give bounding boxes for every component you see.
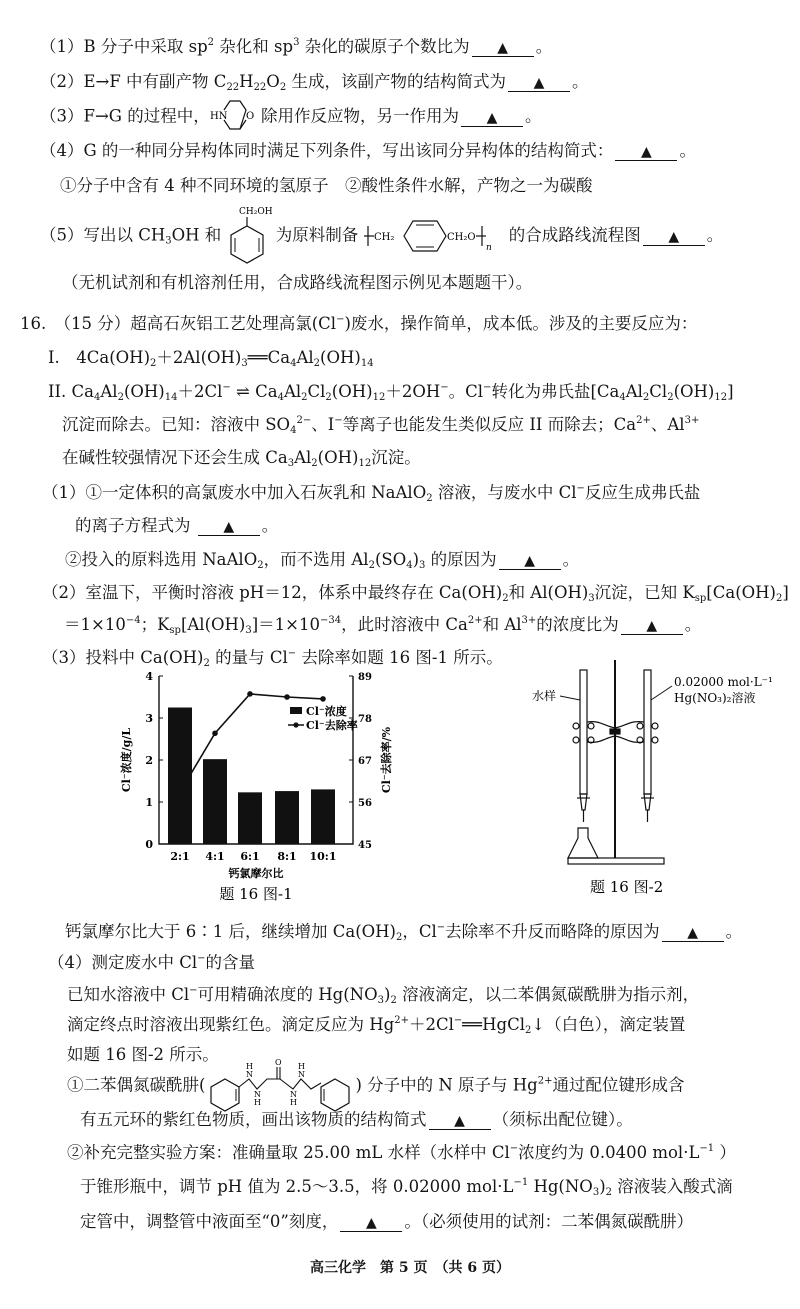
q16-text-1: [62, 414, 699, 436]
text-segment: 。: [524, 106, 542, 126]
text-segment: （2）室温下，平衡时溶液 pH＝12，体系中最终存在 Ca(OH): [42, 583, 503, 602]
text-segment: ）: [714, 1143, 736, 1162]
subscript: 2: [426, 493, 433, 504]
y-tick-label: 4: [145, 670, 153, 683]
q16-part4-sub1-line2: [80, 1109, 633, 1131]
text-segment: ): [384, 985, 391, 1004]
label-leader-line: [651, 686, 672, 700]
text-segment: ＋2Al(OH): [156, 348, 242, 367]
subscript: sp: [169, 625, 181, 636]
benzyl-structure-inline: [227, 204, 271, 268]
text-segment: 和 Al: [482, 615, 522, 634]
text-segment: ①二苯偶氮碳酰肼(: [67, 1075, 206, 1095]
text-segment: 的量与 Cl: [209, 648, 288, 667]
answer-blank: ▲: [615, 144, 677, 161]
text-segment: Hg(NO: [528, 1177, 593, 1196]
subscript: 4: [94, 392, 101, 403]
y-tick-label: 0: [145, 838, 153, 851]
text-segment: ①分子中含有 4 种不同环境的氢原子 ②酸性条件水解，产物之一为碳酸: [60, 176, 593, 195]
y-right-tick-label: 56: [358, 798, 372, 809]
supscript: 3: [293, 37, 300, 48]
subscript: 12: [358, 458, 372, 469]
subscript: 3: [287, 458, 295, 469]
text-segment: 。: [725, 922, 743, 941]
text-segment: 已知水溶液中 Cl: [67, 985, 190, 1004]
q16-part4-sub2-line2: [80, 1176, 733, 1198]
label-water-sample: 水样: [532, 689, 557, 703]
answer-blank: ▲: [643, 229, 705, 246]
y-tick-label: 1: [145, 796, 153, 809]
polymer-structure-inline: [364, 216, 504, 256]
x-tick-label: 10:1: [309, 850, 337, 863]
supscript: −4: [125, 615, 141, 626]
subscript: 3: [377, 995, 385, 1006]
text-segment: 和 Al(OH): [508, 583, 589, 602]
q15-line-2: [40, 71, 588, 93]
subscript: 2: [667, 392, 674, 403]
subscript: sp: [694, 593, 707, 604]
n-label: n: [485, 243, 492, 253]
page-footer: 高三化学 第 5 页 （共 6 页）: [310, 1260, 510, 1276]
q15-line-4: [40, 140, 696, 162]
text-segment: ⇌ Ca: [230, 382, 278, 401]
y-right-axis-title: Cl⁻去除率/%: [380, 726, 393, 794]
subscript: 3: [419, 560, 426, 571]
subscript: 2: [257, 560, 264, 571]
answer-blank: ▲: [461, 110, 523, 127]
text-segment: Al: [294, 448, 312, 467]
chloride-chart: [100, 665, 400, 905]
text-segment: 滴定终点时溶液出现紫红色。滴定反应为 Hg: [67, 1015, 395, 1034]
text-segment: ＋2Cl: [177, 382, 223, 401]
text-segment: 钙氯摩尔比大于 6∶1 后，继续增加 Ca(OH): [65, 922, 396, 941]
text-segment: ): [599, 1177, 606, 1196]
text-segment: II. Ca: [48, 382, 94, 401]
x-tick-label: 2:1: [170, 850, 190, 863]
subscript: 2: [150, 358, 157, 369]
subscript: 3: [588, 593, 595, 604]
text-segment: 。: [684, 615, 702, 634]
q15-line-5: [40, 204, 723, 268]
conical-flask-icon: [568, 828, 598, 858]
answer-blank: ▲: [198, 519, 260, 536]
text-segment: [Al(OH): [180, 615, 246, 634]
subscript: 12: [372, 392, 386, 403]
supscript: −: [440, 382, 449, 393]
ch2-label: CH₂: [373, 232, 394, 243]
text-segment: 16. （15 分）超高石灰铝工艺处理高氯(Cl: [20, 314, 337, 333]
q16-header: [20, 313, 697, 335]
text-segment: ；K: [140, 615, 170, 634]
text-segment: 在碱性较强情况下还会生成 Ca: [62, 448, 288, 467]
y-right-tick-label: 78: [358, 714, 372, 725]
subscript: 4: [290, 425, 297, 436]
legend-line-label: Cl⁻去除率: [306, 719, 358, 732]
text-segment: 有五元环的紫红色物质，画出该物质的结构简式: [80, 1110, 427, 1129]
subscript: 2: [203, 658, 210, 669]
n-label: N: [246, 1070, 254, 1079]
text-segment: （4）测定废水中 Cl: [48, 953, 198, 972]
text-segment: 溶液，与废水中 Cl: [432, 483, 577, 502]
text-segment: 杂化的碳原子个数比为: [299, 37, 470, 56]
supscript: 2+: [636, 415, 651, 426]
q15-line-3: [40, 99, 541, 135]
point-cl-removal: [320, 696, 326, 702]
text-segment: 的合成路线流程图: [503, 225, 641, 245]
x-tick-label: 4:1: [205, 850, 225, 863]
morpholine-structure-inline: [210, 99, 256, 135]
text-segment: (OH): [317, 448, 359, 467]
y-axis-title: Cl⁻浓度/g/L: [120, 727, 133, 793]
y-right-tick-label: 45: [358, 840, 372, 851]
subscript: 3: [165, 235, 172, 247]
text-segment: ]＝1×10: [251, 615, 321, 634]
text-segment: 。: [562, 550, 580, 569]
text-segment: (OH): [673, 382, 715, 401]
x-axis-title: 钙氯摩尔比: [228, 867, 284, 880]
text-segment: OH 和: [171, 225, 227, 245]
text-segment: ↓（白色），滴定装置: [531, 1015, 686, 1034]
text-segment: ＋2Cl: [408, 1015, 454, 1034]
o-label: O: [275, 1058, 282, 1067]
q16-text-2: [62, 447, 421, 469]
bar-cl-concentration: [311, 789, 335, 844]
text-segment: 如题 16 图-2 所示。: [67, 1045, 219, 1064]
subscript: 14: [164, 392, 178, 403]
subscript: 22: [253, 82, 267, 93]
text-segment: （4）G 的一种同分异构体同时满足下列条件，写出该同分异构体的结构简式：: [40, 141, 614, 160]
supscript: 3+: [521, 615, 537, 626]
label-concentration: 0.02000 mol·L⁻¹: [674, 675, 773, 689]
answer-blank: ▲: [662, 925, 724, 942]
subscript: 4: [290, 358, 297, 369]
left-burette-icon: [577, 670, 590, 822]
text-segment: Al: [100, 382, 118, 401]
text-segment: 沉淀而除去。已知：溶液中 SO: [62, 415, 291, 434]
figure1-caption: 题 16 图-1: [219, 885, 293, 903]
subscript: 2: [368, 560, 375, 571]
supscript: −: [336, 314, 345, 325]
text-segment: 通过配位键形成含: [552, 1075, 685, 1095]
text-segment: 的原因为: [425, 550, 497, 569]
x-tick-label: 8:1: [277, 850, 297, 863]
text-segment: ══Ca: [247, 348, 291, 367]
q16-reaction-2: [48, 381, 734, 403]
bar-cl-concentration: [203, 759, 227, 844]
subscript: 2: [524, 1025, 532, 1036]
supscript: −: [483, 382, 492, 393]
q16-part4-sub2-line1: [67, 1142, 736, 1164]
ch2o-label: CH₂O: [446, 232, 476, 243]
bar-cl-concentration: [168, 708, 192, 845]
text-segment: 。（必须使用的试剂：二苯偶氮碳酰肼）: [404, 1212, 694, 1231]
label-hg-solution: Hg(NO₃)₂溶液: [674, 691, 756, 705]
text-segment: 等离子也能发生类似反应 II 而除去；Ca: [342, 415, 637, 434]
supscript: −: [576, 483, 585, 494]
text-segment: 杂化和 sp: [214, 37, 294, 56]
q16-part2-line2: [64, 614, 701, 636]
text-segment: I. 4Ca(OH): [48, 348, 151, 367]
subscript: 4: [277, 392, 284, 403]
text-segment: 。: [535, 37, 553, 56]
text-segment: 溶液滴定，以二苯偶氮碳酰肼为指示剂，: [396, 985, 700, 1004]
text-segment: ══HgCl: [462, 1015, 525, 1034]
text-segment: ]: [727, 382, 734, 401]
text-segment: (OH): [320, 348, 361, 367]
subscript: 2: [325, 392, 332, 403]
text-segment: 的浓度比为: [536, 615, 619, 634]
figure2-caption: 题 16 图-2: [590, 878, 664, 896]
subscript: 2: [279, 82, 287, 93]
text-segment: （1）①一定体积的高氯废水中加入石灰乳和 NaAlO: [42, 483, 427, 502]
legend-line-marker: [293, 722, 298, 727]
ch2oh-label: CH₂OH: [238, 207, 273, 217]
legend-bar-label: Cl⁻浓度: [306, 705, 347, 718]
text-segment: （1）B 分子中采取 sp: [40, 37, 208, 56]
subscript: 2: [502, 593, 509, 604]
dpc-structure-inline: [205, 1057, 355, 1115]
subscript: 2: [390, 995, 397, 1006]
subscript: 4: [406, 560, 413, 571]
text-segment: 、I: [311, 415, 335, 434]
supscript: 2+: [394, 1015, 409, 1026]
text-segment: （3）投料中 Ca(OH): [42, 648, 204, 667]
h-label: H: [298, 1062, 306, 1071]
text-segment: 的离子方程式为: [75, 516, 196, 535]
text-segment: Al: [296, 348, 314, 367]
text-segment: （5）写出以 CH: [40, 225, 166, 245]
q16-part4-heading: [48, 952, 255, 974]
y-tick-label: 3: [145, 712, 153, 725]
titration-apparatus-figure: [532, 660, 790, 900]
supscript: −: [287, 648, 297, 659]
text-segment: ＋2OH: [385, 382, 441, 401]
text-segment: 沉淀。: [371, 448, 421, 467]
q16-part4-line1: [67, 984, 699, 1006]
bar-cl-concentration: [275, 791, 299, 844]
subscript: 2: [776, 593, 783, 604]
h-label: H: [290, 1098, 298, 1107]
benzyl-alcohol-structure: [227, 204, 271, 268]
text-segment: 、Al: [650, 415, 685, 434]
q16-part4-line2: [67, 1014, 685, 1036]
subscript: 2: [642, 392, 650, 403]
answer-blank: ▲: [621, 618, 683, 635]
text-segment: 为原料制备: [270, 225, 364, 245]
text-segment: (OH): [331, 382, 373, 401]
y-tick-label: 2: [145, 754, 153, 767]
polymer-structure: [364, 216, 504, 256]
text-segment: 沉淀，已知 K: [594, 583, 695, 602]
supscript: −: [509, 1143, 519, 1154]
bar-cl-concentration: [238, 792, 262, 844]
text-segment: (OH): [123, 382, 165, 401]
supscript: 2+: [467, 615, 483, 626]
text-segment: 的含量: [205, 953, 256, 972]
morpholine-structure: [210, 99, 256, 135]
supscript: 3+: [684, 415, 700, 426]
text-segment: 。: [261, 516, 279, 535]
o-label: O: [245, 111, 254, 122]
n-label: N: [290, 1090, 298, 1099]
text-segment: 可用精确浓度的 Hg(NO: [197, 985, 378, 1004]
text-segment: 。Cl: [448, 382, 484, 401]
text-segment: （2）E→F 中有副产物 C: [40, 72, 227, 91]
right-burette-icon: [641, 670, 654, 822]
answer-blank: ▲: [429, 1113, 491, 1130]
text-segment: 生成，该副产物的结构简式为: [286, 72, 506, 91]
text-segment: H: [239, 72, 254, 91]
label-leader-line: [560, 696, 580, 700]
text-segment: O: [266, 72, 280, 91]
y-right-tick-label: 89: [358, 672, 372, 683]
answer-blank: ▲: [508, 75, 570, 92]
text-segment: 。: [706, 225, 724, 245]
diphenylcarbazide-structure: [205, 1057, 355, 1115]
text-segment: Al: [625, 382, 643, 401]
text-segment: 反应生成弗氏盐: [584, 483, 701, 502]
q16-part2-line1: [42, 582, 789, 604]
answer-blank: ▲: [340, 1215, 402, 1232]
legend-bar-swatch: [290, 707, 302, 714]
q15-line-1: [40, 36, 552, 58]
answer-blank: ▲: [472, 40, 534, 57]
subscript: 2: [117, 392, 124, 403]
supscript: −: [334, 415, 343, 426]
x-tick-label: 6:1: [240, 850, 260, 863]
text-segment: ，而不选用 Al: [263, 550, 369, 569]
subscript: 14: [360, 358, 374, 369]
q16-part4-sub2-line3: [80, 1211, 693, 1233]
answer-blank: ▲: [499, 553, 561, 570]
supscript: −: [222, 382, 231, 393]
text-segment: ]: [782, 583, 789, 602]
y-right-tick-label: 67: [358, 756, 372, 767]
stand-base: [568, 858, 664, 864]
subscript: 12: [714, 392, 728, 403]
subscript: 2: [301, 392, 308, 403]
text-segment: 浓度约为 0.0400 mol·L: [518, 1143, 700, 1162]
supscript: −: [197, 953, 206, 964]
subscript: 3: [592, 1187, 600, 1198]
subscript: 2: [395, 932, 403, 943]
n-label: N: [254, 1090, 262, 1099]
text-segment: Cl: [307, 382, 326, 401]
supscript: 2+: [537, 1075, 553, 1087]
text-segment: 转化为弗氏盐[Ca: [491, 382, 620, 401]
supscript: −1: [513, 1177, 529, 1188]
supscript: −1: [699, 1143, 715, 1154]
text-segment: 除用作反应物，另一作用为: [255, 106, 459, 126]
point-cl-removal: [247, 691, 253, 697]
text-segment: ，此时溶液中 Ca: [341, 615, 468, 634]
q15-note: [62, 272, 532, 294]
text-segment: (SO: [374, 550, 407, 569]
text-segment: Al: [283, 382, 302, 401]
supscript: 2−: [296, 415, 312, 426]
supscript: −: [189, 985, 198, 996]
text-segment: 去除率如题 16 图-1 所示。: [296, 648, 503, 667]
q16-part1-line1: [42, 482, 700, 504]
text-segment: )废水，操作简单，成本低。涉及的主要反应为：: [344, 314, 698, 333]
subscript: 22: [226, 82, 240, 93]
q15-condition-line: [60, 175, 593, 197]
text-segment: ): [412, 550, 420, 569]
text-segment: 。: [679, 141, 696, 160]
text-segment: ) 分子中的 N 原子与 Hg: [355, 1075, 538, 1095]
subscript: 4: [619, 392, 626, 403]
subscript: 3: [245, 625, 252, 636]
hn-label: HN: [209, 111, 228, 122]
supscript: −34: [320, 615, 342, 626]
text-segment: 定管中，调整管中液面至“0”刻度，: [80, 1212, 339, 1231]
text-segment: Cl: [649, 382, 668, 401]
text-segment: （无机试剂和有机溶剂任用，合成路线流程图示例见本题题干）。: [62, 273, 533, 292]
point-cl-removal: [284, 694, 290, 700]
text-segment: （须标出配位键）。: [492, 1110, 633, 1129]
text-segment: ②投入的原料选用 NaAlO: [65, 550, 258, 569]
n-label: N: [298, 1070, 306, 1079]
q16-part4-sub1-line1: [67, 1057, 685, 1115]
text-segment: ②补充完整实验方案：准确量取 25.00 mL 水样（水样中 Cl: [67, 1143, 510, 1162]
text-segment: 去除率不升反而略降的原因为: [445, 922, 660, 941]
text-segment: 溶液装入酸式滴: [612, 1177, 733, 1196]
subscript: 2: [311, 458, 318, 469]
supscript: −: [436, 922, 446, 933]
q16-part1-line3: [65, 549, 579, 571]
text-segment: 于锥形瓶中，调节 pH 值为 2.5～3.5，将 0.02000 mol·L: [80, 1177, 514, 1196]
q16-part1-line2: [75, 515, 278, 537]
h-label: H: [254, 1098, 262, 1107]
h-label: H: [246, 1062, 254, 1071]
text-segment: （3）F→G 的过程中，: [40, 106, 210, 126]
text-segment: ＝1×10: [64, 615, 126, 634]
q16-part3-line2: [65, 921, 742, 943]
q16-reaction-1: [48, 347, 374, 369]
subscript: 2: [605, 1187, 612, 1198]
point-cl-removal: [212, 730, 218, 736]
supscript: −: [453, 1015, 463, 1026]
text-segment: 。: [571, 72, 589, 91]
text-segment: [Ca(OH): [706, 583, 776, 602]
subscript: 3: [241, 358, 248, 369]
text-segment: ，Cl: [402, 922, 437, 941]
subscript: 2: [313, 358, 321, 369]
supscript: 2: [207, 37, 215, 48]
